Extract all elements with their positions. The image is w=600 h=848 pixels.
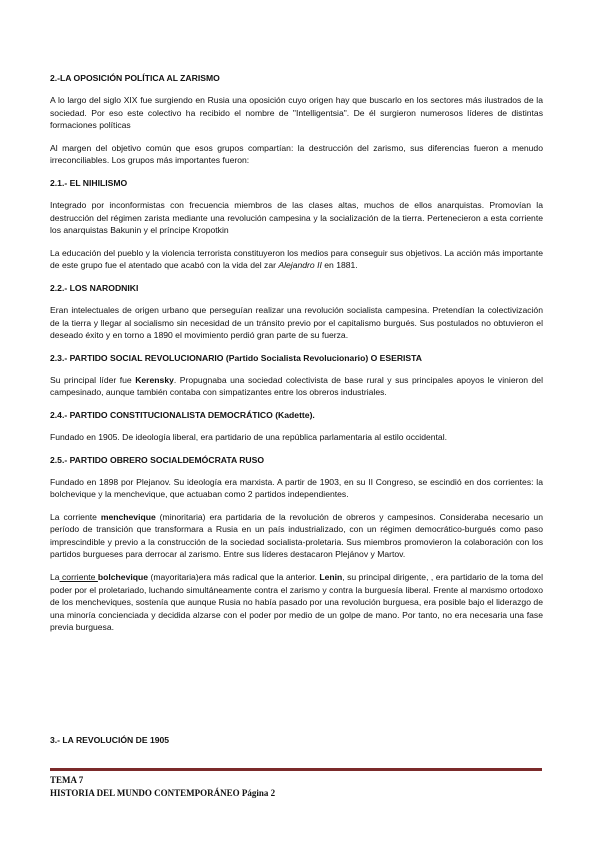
bolchevique-paragraph: [50, 571, 543, 634]
kadette-title-a: 2.4.- PARTIDO CONSTITUCIONALISTA DEMOCRÁTICO: [50, 409, 276, 420]
eserista-title-b: (Partido Socialista Revolucionario): [225, 352, 369, 363]
kadette-title-b: (Kadette).: [275, 409, 315, 420]
footer-divider: [50, 768, 542, 771]
footer-course-page: HISTORIA DEL MUNDO CONTEMPORÁNEO Página 2: [50, 788, 276, 798]
menchevique-p-a: La corriente: [50, 511, 101, 522]
bolchevique-bold: bolchevique: [97, 572, 149, 583]
eserista-title-a: 2.3.- PARTIDO SOCIAL REVOLUCIONARIO: [50, 352, 226, 363]
section-3-heading: 3.- LA REVOLUCIÓN DE 1905: [50, 735, 170, 745]
eserista-p1-b: . Propugnaba una sociedad colectivista de base rural y sus principales apoyos le vinieron del campesinado, aunque también contaba con simpatizantes entre los obreros industriales.: [50, 374, 543, 398]
nihilismo-paragraph-1: Integrado por inconformistas con frecuencia miembros de las clases altas, muchos de ellos anarquistas. Promovían la destrucción del régimen zarista mediante una revolución campesina y la socialización de la tierra. Pertenecieron a esta corriente los anarquistas Bakunin y el príncipe Kropotkin: [50, 199, 543, 236]
eserista-p1-a: Su principal líder fue: [50, 374, 136, 385]
eserista-heading: [50, 352, 543, 364]
menchevique-bold: menchevique: [100, 511, 156, 522]
kadette-paragraph: Fundado en 1905. De ideología liberal, era partidario de una república parlamentaria al estilo occidental.: [50, 431, 447, 442]
socialdemocrata-heading: 2.5.- PARTIDO OBRERO SOCIALDEMÓCRATA RUSO: [50, 454, 265, 465]
section-2-heading: 2.-LA OPOSICIÓN POLÍTICA AL ZARISMO: [50, 73, 220, 83]
section-2-paragraph-1: A lo largo del siglo XIX fue surgiendo en Rusia una oposición cuyo origen hay que buscarlo en los sectores más ilustrados de la sociedad. Por eso este colectivo ha recibido el nombre de "Intelligentsia". De él surgieron numerosos líderes de distintas formaciones políticas: [50, 95, 543, 131]
bolchevique-p-b: corriente: [59, 572, 98, 583]
nihilismo-p2-text-a: La educación del pueblo y la violencia terrorista constituyeron los medios para conseguir sus objetivos. La acción más importante de este grupo fue el atentado que acabó con la vida del zar: [50, 247, 543, 271]
alejandro-ii-italic: Alejandro II: [278, 260, 322, 271]
bolchevique-p-d: , su principal dirigente, , era partidario de la toma del poder por el proletariado, luchando simultáneamente contra el zarismo y contra la burguesía liberal. Frente al marxismo ortodoxo de los mencheviques, sostenía que aunque Rusia no había pasado por una revolución burguesa, era posible bajo el liderazgo de una minoría concienciada y decidida alzarse con el poder por medio de un golpe de mano. Por tanto, no era necesaria una fase previa burguesa.: [50, 572, 543, 633]
document-body: [50, 72, 543, 644]
kerensky-bold: Kerensky: [135, 374, 174, 385]
lenin-bold: Lenin: [319, 572, 343, 583]
footer-topic: TEMA 7: [50, 775, 84, 785]
section-2-paragraph-2: Al margen del objetivo común que esos grupos compartían: la destrucción del zarismo, sus diferencias fueron a menudo irreconciliables. Los grupos más importantes fueron:: [50, 142, 543, 166]
narodniki-paragraph: Eran intelectuales de origen urbano que perseguían realizar una revolución socialista campesina. Pretendían la colectivización de la tierra y llegar al socialismo sin necesidad de un tránsito previo por el capitalismo burgués. Sus postulados no obtuvieron el deseado éxito y en torno a 1890 el movimiento perdió gran parte de su fuerza.: [50, 304, 543, 341]
menchevique-paragraph: [50, 511, 543, 561]
bolchevique-p-a: La: [50, 572, 60, 583]
kadette-heading: [50, 409, 543, 421]
eserista-title-c: O ESERISTA: [368, 352, 422, 363]
socialdemocrata-paragraph-1: Fundado en 1898 por Plejanov. Su ideología era marxista. A partir de 1903, en su II Congreso, se escindió en dos corrientes: la bolchevique y la menchevique, que actuaban como 2 partidos independientes.: [50, 476, 543, 500]
bolchevique-p-c: (mayoritaria)era más radical que la anterior.: [148, 572, 320, 583]
nihilismo-p2-text-b: en 1881.: [321, 260, 358, 271]
eserista-paragraph: [50, 374, 543, 399]
narodniki-heading: 2.2.- LOS NARODNIKI: [50, 282, 139, 293]
nihilismo-heading: 2.1.- EL NIHILISMO: [50, 177, 128, 188]
nihilismo-paragraph-2: [50, 247, 543, 272]
page-footer: [50, 774, 275, 800]
menchevique-p-b: (minoritaria) era partidaria de la revolución de obreros y campesinos. Consideraba necesario un período de transición que transformara a Rusia en un país industrializado, con un régimen democrático-burgués como paso imprescindible y previo a la construcción de la sociedad socialista-proletaria. Sus miembros promovieron la colaboración con los partidos burgueses para derrocar al zarismo. Entre sus líderes destacaron Plejánov y Martov.: [50, 511, 543, 560]
